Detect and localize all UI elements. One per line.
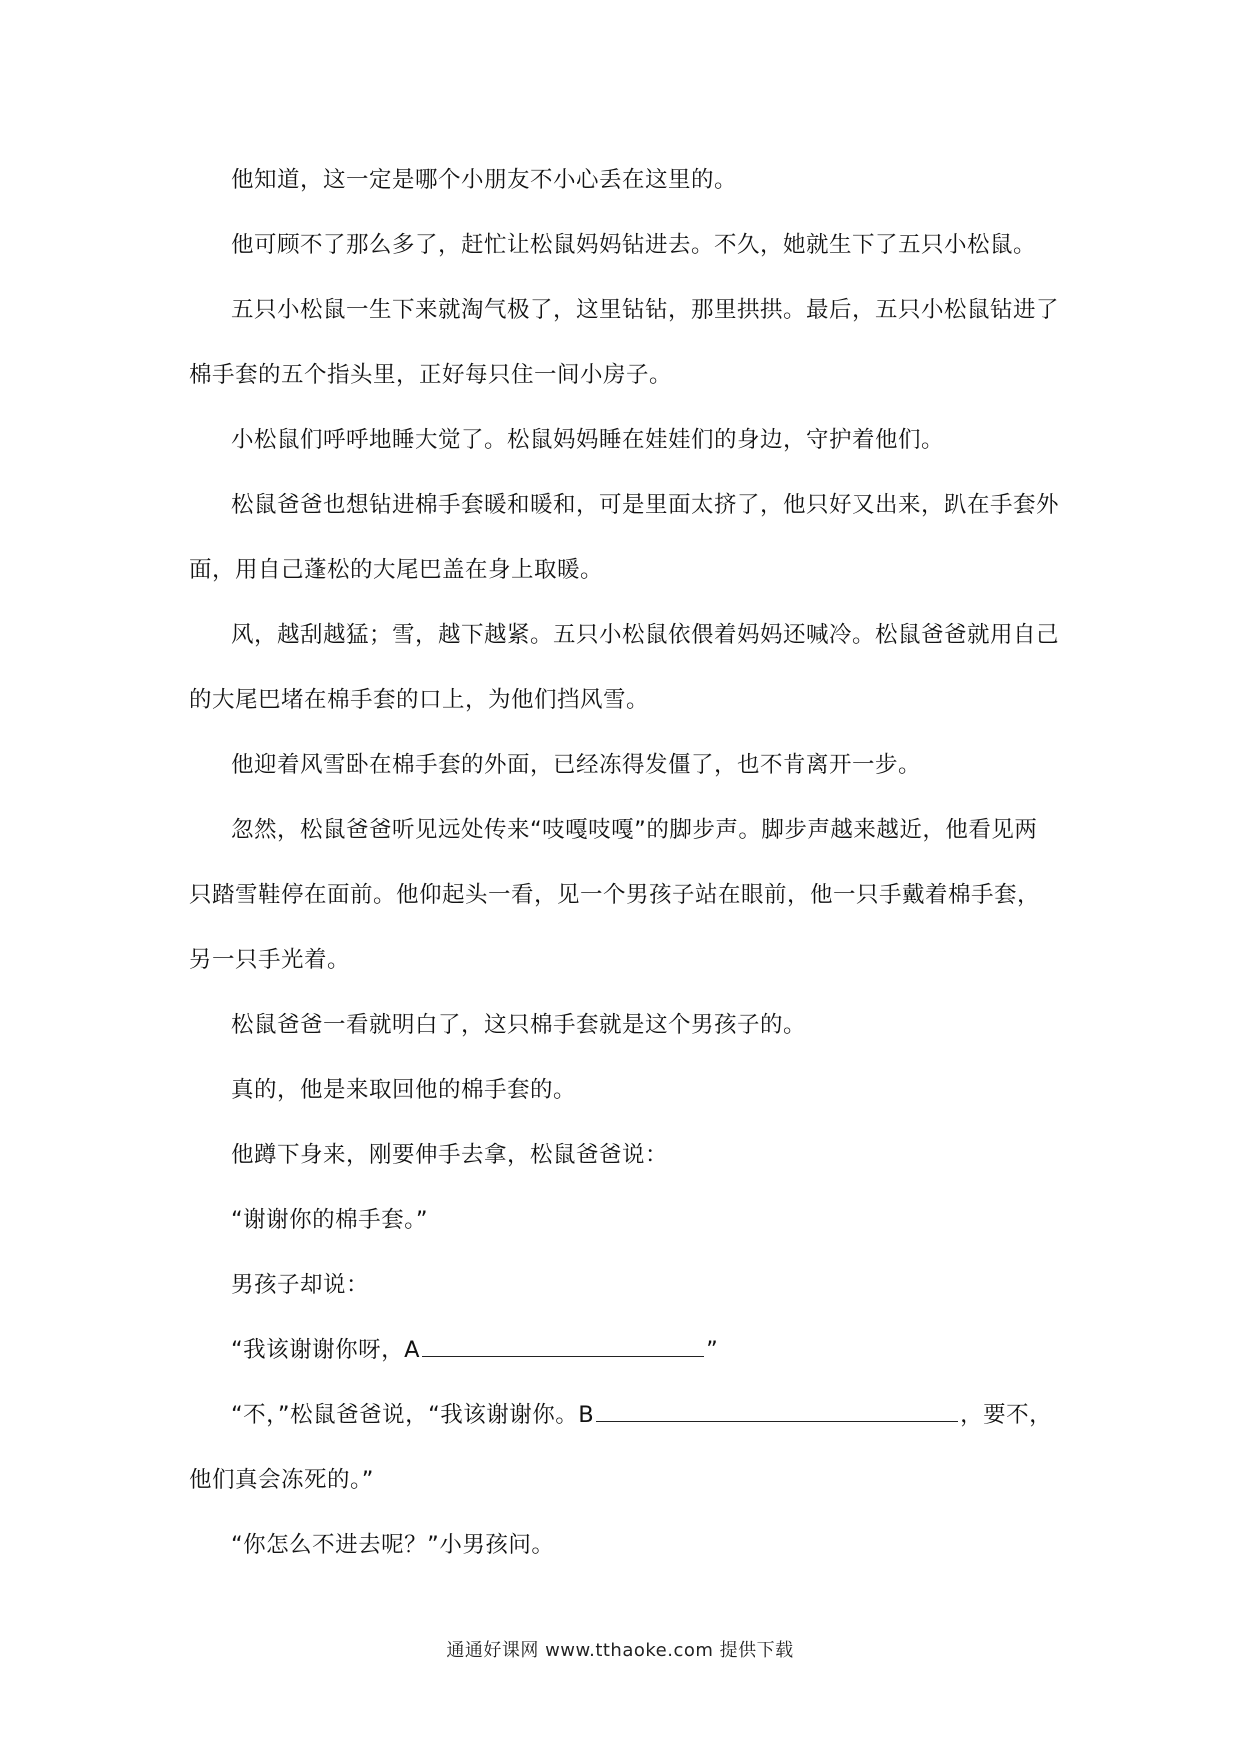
fill-blank-line-b — [231, 1395, 1052, 1435]
fill-blank-line-a — [231, 1330, 718, 1370]
blank-a-prefix: “我该谢谢你呀，A — [231, 1337, 421, 1363]
page-footer: 通通好课网 www.tthaoke.com 提供下载 — [446, 1640, 794, 1661]
blank-a-suffix: ” — [706, 1337, 719, 1363]
answer-blank-a[interactable] — [422, 1334, 704, 1357]
dialogue-line: “谢谢你的棉手套。” — [231, 1207, 429, 1233]
paragraph: 他知道，这一定是哪个小朋友不小心丢在这里的。 — [231, 167, 738, 193]
paragraph: 五只小松鼠一生下来就淘气极了，这里钻钻，那里拱拱。最后，五只小松鼠钻进了棉手套的五个指头里，正好每只住一间小房子。 — [189, 297, 1060, 388]
paragraph: 他迎着风雪卧在棉手套的外面，已经冻得发僵了，也不肯离开一步。 — [231, 752, 922, 778]
paragraph: “你怎么不进去呢？”小男孩问。 — [231, 1532, 555, 1558]
answer-blank-b[interactable] — [596, 1399, 958, 1422]
blank-b-suffix: ，要不， — [960, 1402, 1053, 1428]
paragraph: 他可顾不了那么多了，赶忙让松鼠妈妈钻进去。不久，她就生下了五只小松鼠。 — [231, 232, 1037, 258]
paragraph: 男孩子却说： — [231, 1272, 370, 1298]
paragraph: 真的，他是来取回他的棉手套的。 — [231, 1077, 577, 1103]
blank-b-prefix: “不，”松鼠爸爸说，“我该谢谢你。B — [231, 1402, 595, 1428]
paragraph: 松鼠爸爸一看就明白了，这只棉手套就是这个男孩子的。 — [231, 1012, 807, 1038]
paragraph: 小松鼠们呼呼地睡大觉了。松鼠妈妈睡在娃娃们的身边，守护着他们。 — [231, 427, 945, 453]
paragraph: 他蹲下身来，刚要伸手去拿，松鼠爸爸说： — [231, 1142, 669, 1168]
paragraph: 风，越刮越猛；雪，越下越紧。五只小松鼠依偎着妈妈还喊冷。松鼠爸爸就用自己的大尾巴堵在棉手套的口上，为他们挡风雪。 — [189, 622, 1060, 713]
fill-blank-line-b-continued: 他们真会冻死的。” — [189, 1467, 374, 1493]
paragraph: 松鼠爸爸也想钻进棉手套暖和暖和，可是里面太挤了，他只好又出来，趴在手套外面，用自己蓬松的大尾巴盖在身上取暖。 — [189, 492, 1060, 583]
paragraph: 忽然，松鼠爸爸听见远处传来“吱嘎吱嘎”的脚步声。脚步声越来越近，他看见两只踏雪鞋停在面前。他仰起头一看，见一个男孩子站在眼前，他一只手戴着棉手套，另一只手光着。 — [189, 817, 1041, 973]
